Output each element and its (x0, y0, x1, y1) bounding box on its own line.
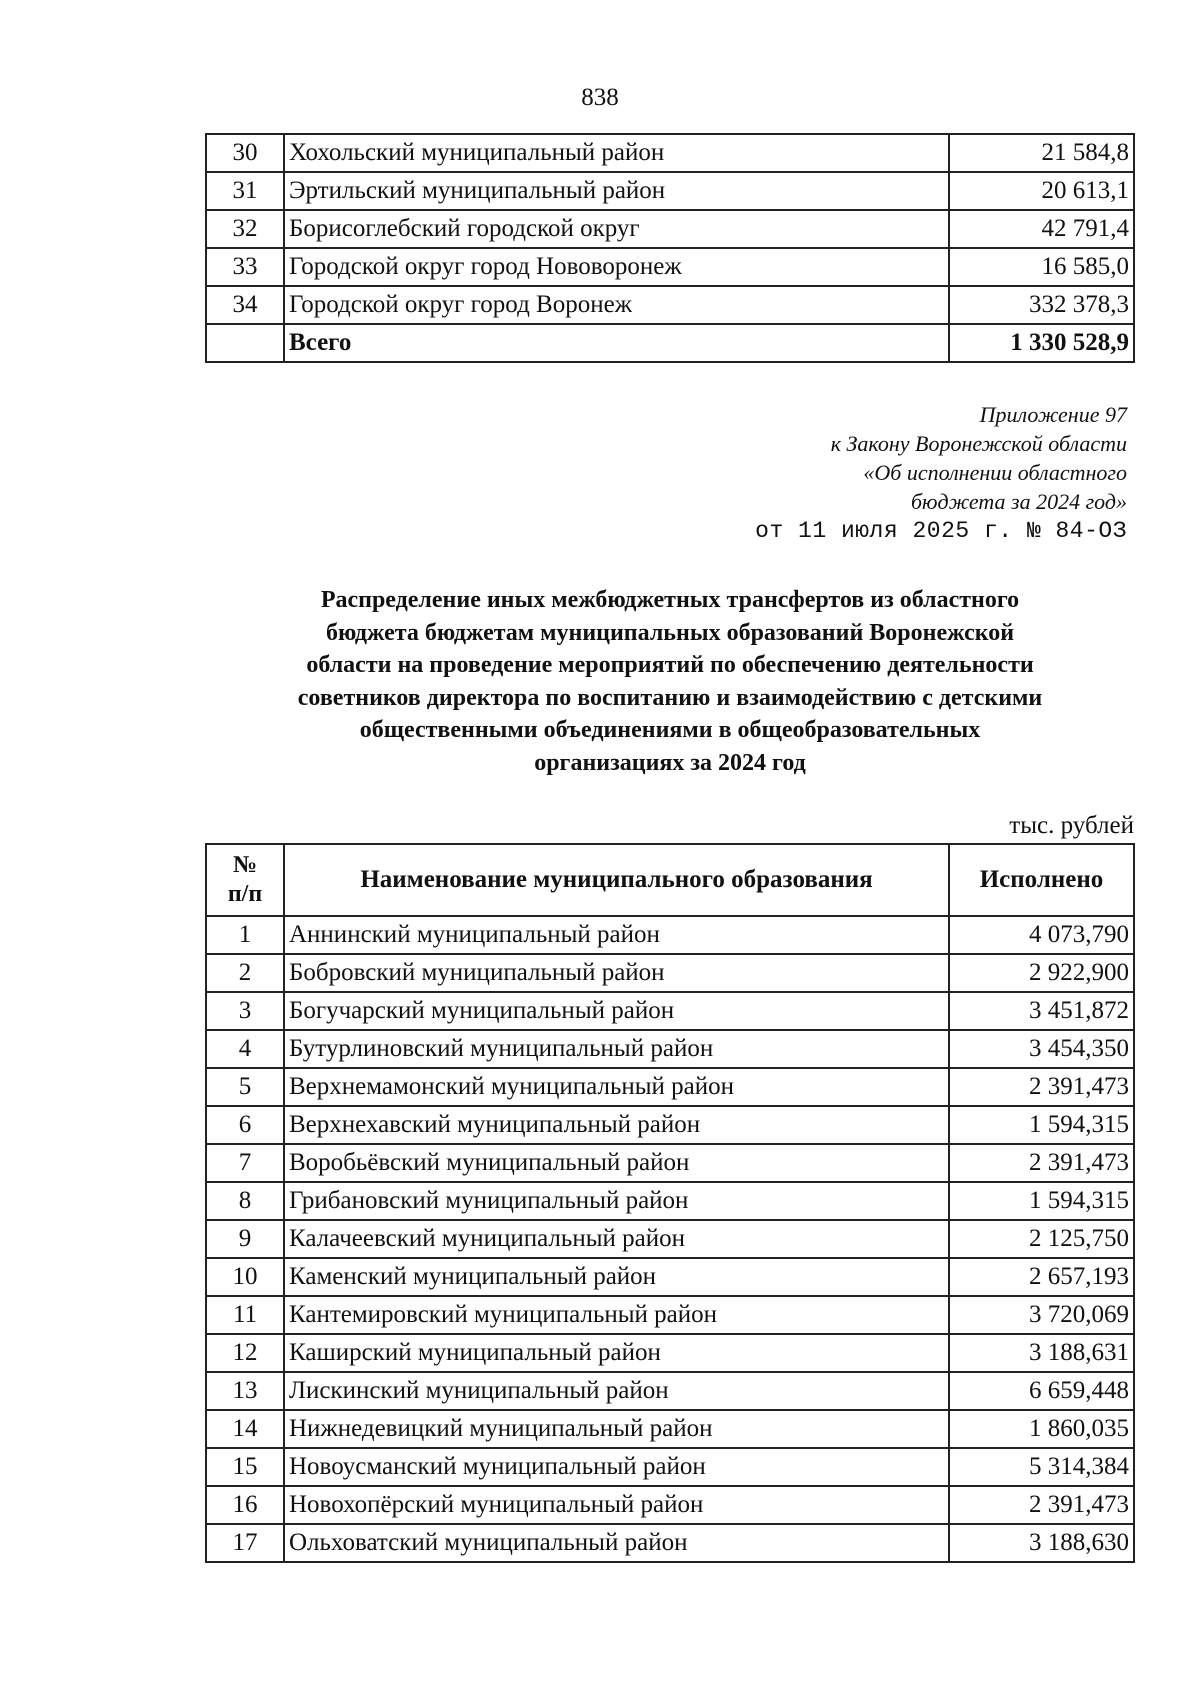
header-value: Исполнено (949, 844, 1134, 916)
row-value: 3 454,350 (949, 1030, 1134, 1068)
total-label: Всего (284, 324, 949, 362)
row-value: 1 594,315 (949, 1182, 1134, 1220)
table-row (206, 1486, 1134, 1524)
row-value: 6 659,448 (949, 1372, 1134, 1410)
row-number: 1 (206, 916, 284, 954)
row-name: Бобровский муниципальный район (284, 954, 949, 992)
row-name: Аннинский муниципальный район (284, 916, 949, 954)
row-name: Городской округ город Воронеж (284, 286, 949, 324)
title-line: общественными объединениями в общеобразовательных (359, 717, 981, 743)
appendix-line: Приложение 97 (979, 402, 1127, 427)
total-row (206, 324, 1134, 362)
row-number: 13 (206, 1372, 284, 1410)
table-row (206, 954, 1134, 992)
units-label: тыс. рублей (1009, 812, 1134, 839)
row-number: 14 (206, 1410, 284, 1448)
distribution-table (205, 843, 1135, 1563)
row-number: 30 (206, 134, 284, 172)
row-name: Ольховатский муниципальный район (284, 1524, 949, 1562)
row-value: 4 073,790 (949, 916, 1134, 954)
header-name: Наименование муниципального образования (284, 844, 949, 916)
row-name: Хохольский муниципальный район (284, 134, 949, 172)
table-row (206, 172, 1134, 210)
row-value: 20 613,1 (949, 172, 1134, 210)
row-name: Кантемировский муниципальный район (284, 1296, 949, 1334)
row-number: 7 (206, 1144, 284, 1182)
appendix-line: бюджета за 2024 год» (910, 489, 1127, 514)
header-num-line1: № (232, 852, 258, 879)
row-name: Борисоглебский городской округ (284, 210, 949, 248)
row-number: 16 (206, 1486, 284, 1524)
row-value: 1 594,315 (949, 1106, 1134, 1144)
row-value: 21 584,8 (949, 134, 1134, 172)
row-value: 2 657,193 (949, 1258, 1134, 1296)
row-number: 32 (206, 210, 284, 248)
row-value: 2 922,900 (949, 954, 1134, 992)
table-row (206, 1448, 1134, 1486)
appendix-line: «Об исполнении областного (863, 460, 1127, 485)
table-row (206, 1030, 1134, 1068)
table-row (206, 134, 1134, 172)
appendix-line: к Закону Воронежской области (830, 431, 1127, 456)
row-value: 2 391,473 (949, 1486, 1134, 1524)
row-number: 12 (206, 1334, 284, 1372)
table-row (206, 1068, 1134, 1106)
title-line: бюджета бюджетам муниципальных образований Воронежской (325, 619, 1015, 646)
title-line: Распределение иных межбюджетных трансфертов из областного (320, 587, 1020, 613)
row-number: 11 (206, 1296, 284, 1334)
row-value: 5 314,384 (949, 1448, 1134, 1486)
row-number: 3 (206, 992, 284, 1030)
page-number: 838 (581, 84, 619, 111)
row-name: Воробьёвский муниципальный район (284, 1144, 949, 1182)
table-row (206, 992, 1134, 1030)
row-name: Эртильский муниципальный район (284, 172, 949, 210)
title-line: организациях за 2024 год (534, 749, 806, 776)
row-name: Нижнедевицкий муниципальный район (284, 1410, 949, 1448)
row-name: Каширский муниципальный район (284, 1334, 949, 1372)
row-value: 3 188,630 (949, 1524, 1134, 1562)
title-line: советников директора по воспитанию и взаимодействию с детскими (297, 684, 1043, 711)
title-line: области на проведение мероприятий по обеспечению деятельности (306, 652, 1034, 678)
row-value: 332 378,3 (949, 286, 1134, 324)
table-row (206, 1182, 1134, 1220)
row-name: Бутурлиновский муниципальный район (284, 1030, 949, 1068)
table-row (206, 1334, 1134, 1372)
header-num-line2: п/п (227, 881, 263, 907)
row-number: 17 (206, 1524, 284, 1562)
row-value: 3 451,872 (949, 992, 1134, 1030)
table-header-row (206, 844, 1134, 916)
row-name: Калачеевский муниципальный район (284, 1220, 949, 1258)
header-num (206, 844, 284, 916)
table-row (206, 1524, 1134, 1562)
table-row (206, 1372, 1134, 1410)
table-row (206, 1144, 1134, 1182)
row-name: Новохопёрский муниципальный район (284, 1486, 949, 1524)
row-value: 42 791,4 (949, 210, 1134, 248)
continued-table-body (206, 134, 1134, 324)
table-row (206, 248, 1134, 286)
row-value: 2 391,473 (949, 1144, 1134, 1182)
row-value: 2 391,473 (949, 1068, 1134, 1106)
row-number: 9 (206, 1220, 284, 1258)
row-number: 34 (206, 286, 284, 324)
appendix-date-stamp: от 11 июля 2025 г. № 84-ОЗ (755, 518, 1127, 544)
row-number: 31 (206, 172, 284, 210)
row-number: 10 (206, 1258, 284, 1296)
total-num-cell (206, 324, 284, 362)
table-row (206, 1410, 1134, 1448)
row-name: Верхнемамонский муниципальный район (284, 1068, 949, 1106)
distribution-table-body (206, 916, 1134, 1562)
table-row (206, 286, 1134, 324)
row-number: 2 (206, 954, 284, 992)
row-name: Новоусманский муниципальный район (284, 1448, 949, 1486)
row-value: 3 188,631 (949, 1334, 1134, 1372)
row-name: Лискинский муниципальный район (284, 1372, 949, 1410)
row-name: Богучарский муниципальный район (284, 992, 949, 1030)
appendix-block (627, 400, 1127, 516)
row-value: 3 720,069 (949, 1296, 1134, 1334)
row-number: 5 (206, 1068, 284, 1106)
table-row (206, 1296, 1134, 1334)
table-row (206, 1106, 1134, 1144)
continued-table (205, 133, 1135, 363)
row-name: Городской округ город Нововоронеж (284, 248, 949, 286)
table-row (206, 1258, 1134, 1296)
document-title (210, 584, 1130, 779)
row-number: 8 (206, 1182, 284, 1220)
row-name: Каменский муниципальный район (284, 1258, 949, 1296)
row-name: Грибановский муниципальный район (284, 1182, 949, 1220)
row-number: 6 (206, 1106, 284, 1144)
row-value: 2 125,750 (949, 1220, 1134, 1258)
row-number: 4 (206, 1030, 284, 1068)
row-value: 1 860,035 (949, 1410, 1134, 1448)
row-name: Верхнехавский муниципальный район (284, 1106, 949, 1144)
row-number: 15 (206, 1448, 284, 1486)
table-row (206, 1220, 1134, 1258)
table-row (206, 210, 1134, 248)
table-row (206, 916, 1134, 954)
total-value: 1 330 528,9 (949, 324, 1134, 362)
row-value: 16 585,0 (949, 248, 1134, 286)
row-number: 33 (206, 248, 284, 286)
